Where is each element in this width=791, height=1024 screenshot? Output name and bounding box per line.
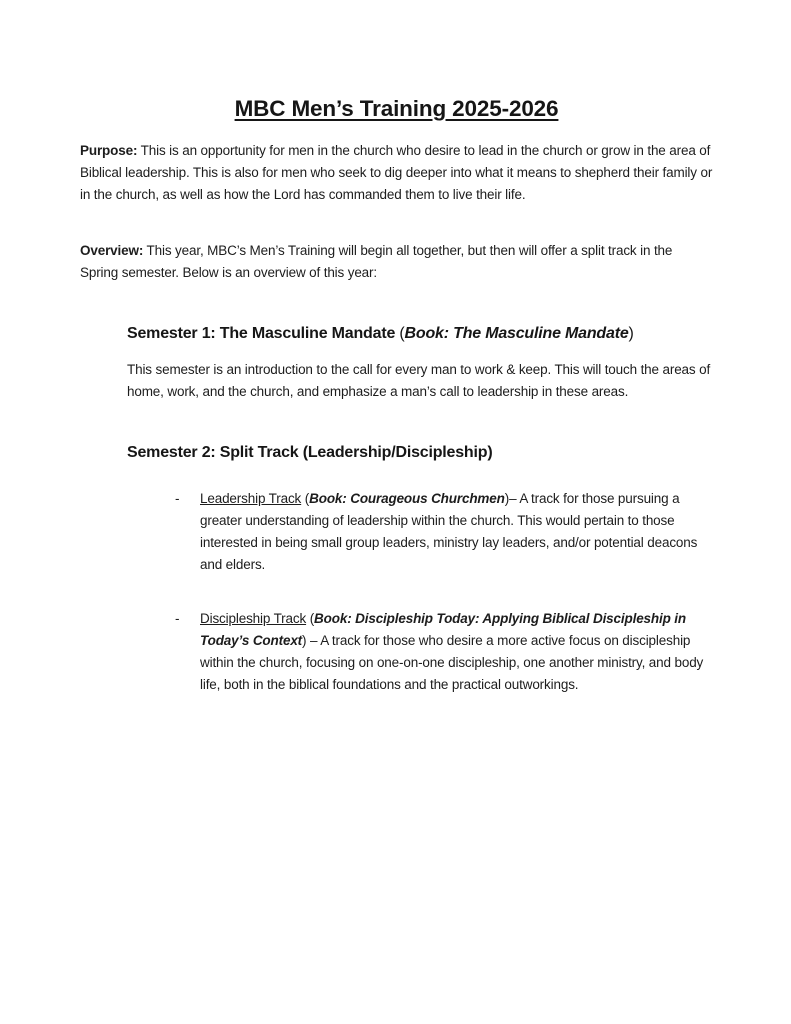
- overview-text: This year, MBC’s Men’s Training will begin all together, but then will offer a split track in the Spring semester. Below is an overview of this year:: [80, 243, 673, 280]
- discipleship-track-book: Book: Discipleship Today: Applying Biblical Discipleship in Today’s Context: [200, 611, 686, 648]
- list-item-leadership-track: [175, 488, 713, 576]
- semester1-book-title: Book: The Masculine Mandate: [404, 325, 629, 342]
- leadership-track-description: A track for those pursuing a greater understanding of leadership within the church. This would pertain to those interested in being small group leaders, ministry lay leaders, and/or potential deacons and elders.: [200, 491, 698, 572]
- discipleship-track-description: A track for those who desire a more active focus on discipleship within the church, focusing on one-on-one discipleship, one another ministry, and body life, both in the biblical foundations and the practical outworkings.: [200, 633, 704, 692]
- discipleship-track-name: Discipleship Track: [200, 611, 307, 626]
- semester1-heading: [127, 322, 713, 346]
- document-title: MBC Men’s Training 2025-2026: [234, 96, 559, 121]
- leadership-track-name: Leadership Track: [200, 491, 302, 506]
- purpose-label: Purpose:: [80, 143, 138, 158]
- semester1-heading-text: Semester 1: The Masculine Mandate: [127, 325, 400, 342]
- semester1-paren-close: ): [628, 325, 634, 342]
- leadership-track-after-book: )–: [504, 491, 520, 506]
- purpose-paragraph: [80, 140, 713, 206]
- leadership-track-book: Book: Courageous Churchmen: [309, 491, 505, 506]
- bullet-dash: -: [175, 611, 180, 626]
- semester1-body: This semester is an introduction to the call for every man to work & keep. This will touch the areas of home, work, and the church, and emphasize a man’s call to leadership in these areas.: [127, 362, 711, 399]
- leadership-track-paren-open: (: [301, 491, 310, 506]
- overview-paragraph: [80, 240, 713, 284]
- track-list: [127, 488, 713, 696]
- overview-label: Overview:: [80, 243, 144, 258]
- discipleship-track-text: [200, 608, 713, 696]
- leadership-track-text: [200, 488, 713, 576]
- list-item-discipleship-track: [175, 608, 713, 696]
- semester1-section: [127, 322, 713, 403]
- discipleship-track-after-book: ) –: [302, 633, 321, 648]
- discipleship-track-paren-open: (: [306, 611, 315, 626]
- semester1-paren-open: (: [399, 325, 405, 342]
- purpose-text: This is an opportunity for men in the church who desire to lead in the church or grow in the area of Biblical leadership. This is also for men who seek to dig deeper into what it means to shepherd their family or in the church, as well as how the Lord has commanded them to live their life.: [80, 143, 713, 202]
- bullet-dash: -: [175, 491, 180, 506]
- semester2-heading: Semester 2: Split Track (Leadership/Discipleship): [127, 444, 493, 461]
- semester2-section: [127, 441, 713, 696]
